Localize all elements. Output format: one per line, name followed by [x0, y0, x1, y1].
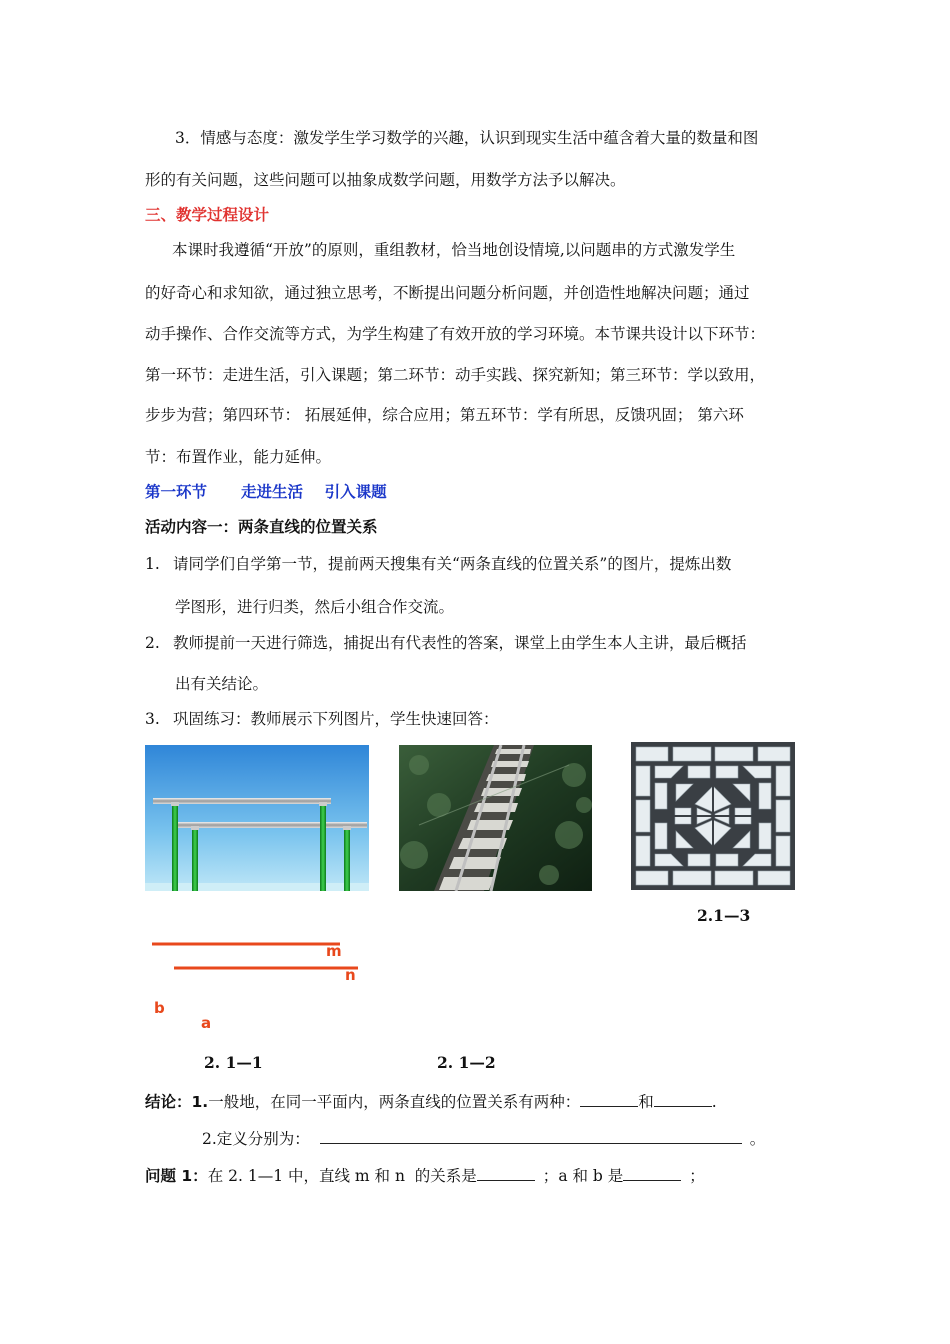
item-number: 2.	[145, 634, 160, 652]
item-2-line1	[145, 633, 747, 653]
definition-text: 2.定义分别为：	[202, 1130, 310, 1148]
question1-text-a: 在 2. 1—1 中，直线 m 和 n 的关系是	[207, 1167, 477, 1185]
figure-label-2-1-1: 2. 1—1	[204, 1053, 263, 1072]
question1-sep1: ；	[542, 1167, 559, 1185]
item-text: 教师提前一天进行筛选，捕捉出有代表性的答案，课堂上由学生本人主讲，最后概括	[173, 634, 747, 652]
answer-blank-2[interactable]	[654, 1090, 712, 1107]
definition-end: 。	[749, 1130, 766, 1148]
stage-heading	[145, 482, 387, 502]
definition-blank[interactable]	[320, 1127, 742, 1144]
item-1-line2: 学图形，进行归类，然后小组合作交流。	[175, 598, 455, 616]
conclusion-end: .	[711, 1093, 717, 1111]
question1-sep2: ；	[689, 1167, 705, 1185]
item-text: 请同学们自学第一节，提前两天搜集有关“两条直线的位置关系”的图片，提炼出数	[173, 555, 732, 573]
intro-line3: 动手操作、合作交流等方式，为学生构建了有效开放的学习环境。本节课共设计以下环节：	[145, 325, 766, 343]
answer-blank-1[interactable]	[580, 1090, 638, 1107]
section-title: 三、教学过程设计	[145, 206, 270, 224]
item-number: 1.	[145, 555, 160, 573]
figure-label-2-1-2: 2. 1—2	[437, 1053, 496, 1072]
item-number: 3.	[145, 710, 160, 728]
railway-photo	[399, 745, 592, 891]
stage-label: 第一环节	[145, 483, 208, 501]
railing-photo	[145, 745, 369, 891]
para3-line2: 形的有关问题，这些问题可以抽象成数学问题，用数学方法予以解决。	[145, 171, 626, 189]
line-label-m: m	[326, 942, 342, 960]
conclusion-number: 1.	[191, 1093, 209, 1111]
item-text: 巩固练习：教师展示下列图片，学生快速回答：	[173, 710, 499, 728]
question1-text-b: a 和 b 是	[558, 1167, 624, 1185]
line-label-n: n	[345, 966, 356, 984]
para3-line1: 3．情感与态度：激发学生学习数学的兴趣，认识到现实生活中蕴含着大量的数量和图	[175, 129, 759, 147]
intro-line2: 的好奇心和求知欲，通过独立思考，不断提出问题分析问题，并创造性地解决问题；通过	[145, 284, 750, 302]
conclusion-label: 结论：	[145, 1093, 192, 1111]
intro-line4: 第一环节：走进生活，引入课题；第二环节：动手实践、探究新知；第三环节：学以致用，	[145, 366, 766, 384]
item-1-line1	[145, 554, 731, 574]
conclusion-and: 和	[638, 1093, 654, 1111]
intro-line6: 节：布置作业，能力延伸。	[145, 448, 332, 466]
item-3-line1	[145, 709, 499, 729]
intro-line5: 步步为营；第四环节： 拓展延伸，综合应用；第五环节：学有所思，反馈巩固； 第六环	[145, 406, 744, 424]
conclusion-text: 一般地，在同一平面内，两条直线的位置关系有两种：	[208, 1093, 581, 1111]
intro-line1: 本课时我遵循“开放”的原则，重组教材，恰当地创设情境,以问题串的方式激发学生	[172, 241, 736, 259]
question1-blank-1[interactable]	[477, 1164, 535, 1181]
line-label-b: b	[154, 999, 165, 1017]
question1-line	[145, 1164, 705, 1186]
item-2-line2: 出有关结论。	[175, 675, 269, 693]
lattice-window-photo	[631, 742, 795, 890]
line-label-a: a	[201, 1014, 212, 1032]
figure-label-2-1-3: 2.1—3	[697, 906, 751, 925]
activity-title: 活动内容一：两条直线的位置关系	[145, 518, 378, 536]
conclusion-line2	[202, 1127, 765, 1149]
stage-name: 走进生活 引入课题	[241, 483, 387, 501]
question1-label: 问题 1：	[145, 1167, 208, 1185]
conclusion-line1	[145, 1090, 717, 1112]
question1-blank-2[interactable]	[623, 1164, 681, 1181]
